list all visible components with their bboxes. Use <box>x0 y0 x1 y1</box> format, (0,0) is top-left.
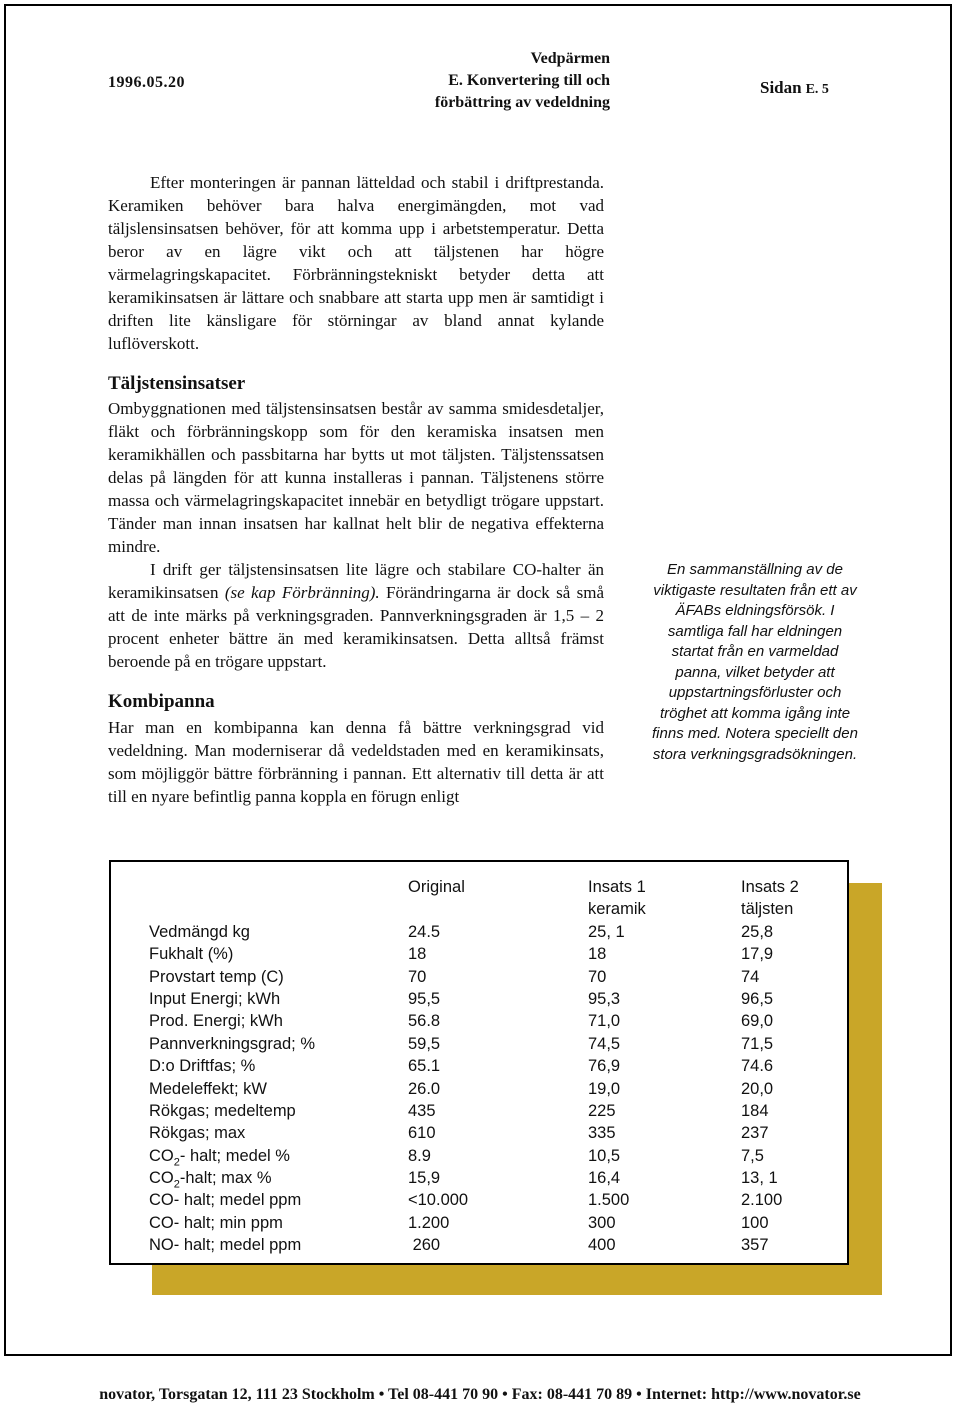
cell-insats2: 184 <box>741 1101 769 1120</box>
table-row <box>149 1212 841 1234</box>
table-header-cell: Insats 1 keramik <box>588 878 646 919</box>
table-row <box>149 921 841 943</box>
table-header-cell <box>149 876 408 921</box>
section-heading-taljstensinsatser: Täljstensinsatser <box>108 373 246 394</box>
row-label: CO- halt; min ppm <box>149 1213 283 1232</box>
row-label: Medeleffekt; kW <box>149 1079 267 1098</box>
footer-contact: novator, Torsgatan 12, 111 23 Stockholm • Tel 08-441 70 90 • Fax: 08-441 70 89 • Internet: http://www.novator.se <box>99 1386 861 1403</box>
header-title-line3: förbättring av vedeldning <box>434 94 610 111</box>
row-label: D:o Driftfas; % <box>149 1057 256 1076</box>
cell-original: 70 <box>408 967 427 986</box>
table-row <box>149 1055 841 1077</box>
table-row <box>149 1033 841 1055</box>
table-row <box>149 1145 841 1167</box>
cell-original: 56.8 <box>408 1012 441 1031</box>
cell-insats1: 18 <box>588 945 607 964</box>
cell-original: 435 <box>408 1101 436 1120</box>
cell-insats1: 1.500 <box>588 1191 630 1210</box>
intro-paragraph: Efter monteringen är pannan lätteldad och stabil i driftprestanda. Keramiken behöver bara halva energimängden, mot vad täljslensinsatsen behöver, för att komma upp i arbetstemperatur. Detta beror av en lägre vikt och att täljstenen har högre värmelagringskapacitet. Förbränningstekniskt betyder detta att keramikinsatsen är lättare och snabbare att starta upp men är samtidigt i driften lite känsligare för störningar av bland annat kylande luflöverskott. <box>108 173 604 353</box>
cell-insats1: 71,0 <box>588 1012 621 1031</box>
cell-original: 15,9 <box>408 1169 441 1188</box>
cell-insats2: 25,8 <box>741 922 774 941</box>
cell-insats2: 17,9 <box>741 945 774 964</box>
row-label: NO- halt; medel ppm <box>149 1236 302 1255</box>
table-header-row <box>149 876 841 921</box>
cell-original: 18 <box>408 945 427 964</box>
cell-insats1: 95,3 <box>588 989 621 1008</box>
cell-insats1: 74,5 <box>588 1034 621 1053</box>
cell-original: 1.200 <box>408 1213 450 1232</box>
cell-insats1: 10,5 <box>588 1146 621 1165</box>
results-table <box>109 860 849 1265</box>
cell-original: 65.1 <box>408 1057 441 1076</box>
table-header-cell: Insats 2 täljsten <box>741 878 799 919</box>
row-label: Rökgas; medeltemp <box>149 1101 296 1120</box>
cell-original: 59,5 <box>408 1034 441 1053</box>
row-label: Pannverkningsgrad; % <box>149 1034 316 1053</box>
cell-insats1: 76,9 <box>588 1057 621 1076</box>
cell-insats1: 335 <box>588 1124 616 1143</box>
cell-insats2: 100 <box>741 1213 769 1232</box>
table-row <box>149 1100 841 1122</box>
table-row <box>149 1189 841 1211</box>
header-page <box>760 78 829 98</box>
row-label: Rökgas; max <box>149 1124 246 1143</box>
table-grid <box>149 876 841 1257</box>
cell-insats2: 7,5 <box>741 1146 764 1165</box>
table-row <box>149 966 841 988</box>
intro-text <box>108 171 604 355</box>
cell-insats2: 96,5 <box>741 989 774 1008</box>
header-title <box>400 48 610 114</box>
cell-insats2: 357 <box>741 1236 769 1255</box>
row-label: Input Energi; kWh <box>149 989 281 1008</box>
table-row <box>149 1167 841 1189</box>
row-label: Prod. Energi; kWh <box>149 1012 283 1031</box>
table-row <box>149 1010 841 1032</box>
header-title-line2: E. Konvertering till och <box>448 72 610 89</box>
cell-original: <10.000 <box>408 1191 469 1210</box>
row-label: Vedmängd kg <box>149 922 250 941</box>
cell-insats2: 74 <box>741 967 760 986</box>
row-label: Fukhalt (%) <box>149 945 234 964</box>
cell-insats2: 237 <box>741 1124 769 1143</box>
cell-insats2: 2.100 <box>741 1191 783 1210</box>
row-label: Provstart temp (C) <box>149 967 284 986</box>
row-label: $CO_2$-halt; max % <box>149 1169 272 1191</box>
table-row <box>149 1234 841 1256</box>
cell-insats2: 69,0 <box>741 1012 774 1031</box>
chapter-reference: (se kap Förbränning). <box>224 583 380 602</box>
table-row <box>149 988 841 1010</box>
row-label: CO- halt; medel ppm <box>149 1191 302 1210</box>
header-title-line1: Vedpärmen <box>530 50 610 67</box>
cell-original: 610 <box>408 1124 436 1143</box>
cell-insats1: 300 <box>588 1213 616 1232</box>
page-number: E. 5 <box>805 82 829 97</box>
cell-original: 8.9 <box>408 1146 431 1165</box>
section1-text <box>108 397 604 673</box>
cell-insats1: 19,0 <box>588 1079 621 1098</box>
section1-paragraph1: Ombyggnationen med täljstensinsatsen består av samma smidesdetaljer, fläkt och förbränningskopp som för den keramiska insatsen men keramikhällen och passbitarna har bytts ut mot täljsten. Täljstenssatsen delas på längden för att kunna installeras i pannan. Täljstenens större massa och värmelagringskapacitet innebär en betydligt trögare uppstart. Tänder man innan insatsen har kallnat helt blir de negativa effekterna mindre. <box>108 399 604 556</box>
section1-paragraph2: I drift ger täljstensinsatsen lite lägre och stabilare CO-halter än keramikinsatsen (se kap Förbränning). Förändringarna är dock så små att de inte märks på verkningsgraden. Pannverkningsgraden är 1,5 – 2 procent enheter bättre än med keramikinsatsen. Detta alltså främst beroende på en trögare uppstart. <box>108 560 604 671</box>
header-date: 1996.05.20 <box>108 74 185 91</box>
cell-insats1: 16,4 <box>588 1169 621 1188</box>
cell-original: 95,5 <box>408 989 441 1008</box>
cell-insats2: 71,5 <box>741 1034 774 1053</box>
sidenote: En sammanställning av de viktigaste resultaten från ett av ÄFABs eldningsförsök. I samtliga fall har eldningen startat från en varmeldad panna, vilket betyder att uppstartningsförluster och tröghet att komma igång inte finns med. Notera speciellt den stora verkningsgradsökningen. <box>652 561 858 763</box>
cell-insats2: 20,0 <box>741 1079 774 1098</box>
cell-original: 260 <box>408 1236 441 1255</box>
table-row <box>149 1078 841 1100</box>
cell-insats2: 74.6 <box>741 1057 774 1076</box>
row-label: $CO_2-$ halt; medel % <box>149 1146 290 1168</box>
section2-paragraph: Har man en kombipanna kan denna få bättre verkningsgrad vid vedeldning. Man moderniserar då vedeldstaden med en keramikinsats, som möjliggör bättre förbränning i pannan. Ett alternativ till detta är att till en nyare befintlig panna koppla en förugn enligt <box>108 718 604 806</box>
section2-text <box>108 716 604 808</box>
cell-original: 26.0 <box>408 1079 441 1098</box>
cell-original: 24.5 <box>408 922 441 941</box>
table-header-cell: Original <box>408 878 465 896</box>
page-label: Sidan <box>760 78 802 97</box>
cell-insats1: 25, 1 <box>588 922 625 941</box>
cell-insats1: 400 <box>588 1236 616 1255</box>
cell-insats1: 225 <box>588 1101 616 1120</box>
cell-insats2: 13, 1 <box>741 1169 778 1188</box>
section-heading-kombipanna: Kombipanna <box>108 691 215 712</box>
table-row <box>149 1122 841 1144</box>
cell-insats1: 70 <box>588 967 607 986</box>
table-row <box>149 943 841 965</box>
